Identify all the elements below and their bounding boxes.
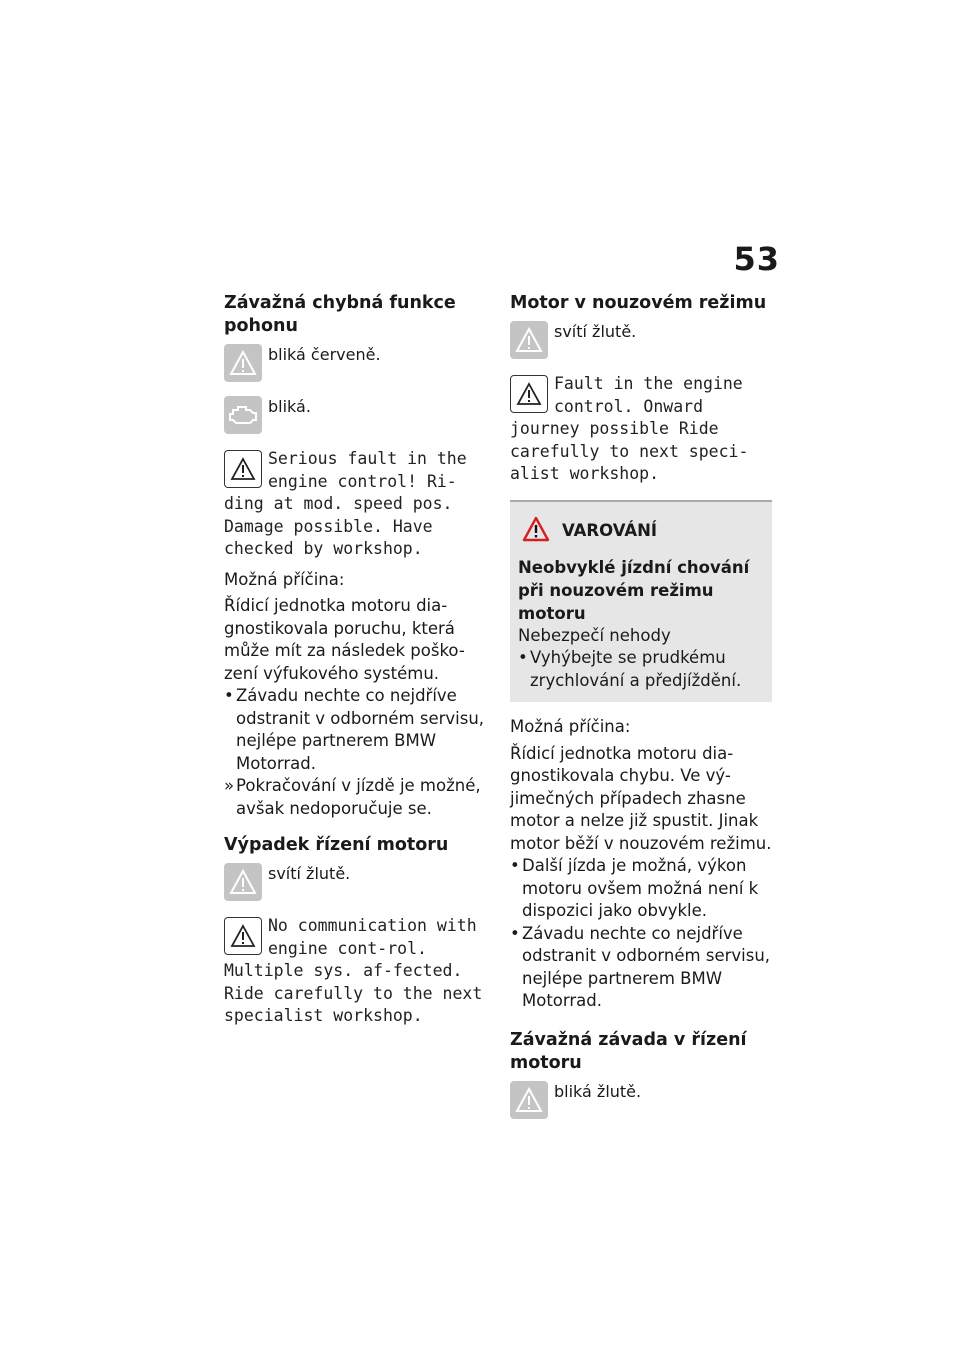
general-warning-icon	[510, 1081, 548, 1119]
list-item: » Pokračování v jízdě je možné, avšak nedoporučuje se.	[224, 776, 481, 818]
right-column	[510, 292, 772, 1133]
general-warning-icon	[510, 321, 548, 359]
action-list	[224, 685, 486, 820]
cause-label: Možná příčina:	[224, 569, 345, 589]
indicator-text: bliká žlutě.	[554, 1081, 642, 1101]
section-title: Výpadek řízení motoru	[224, 835, 449, 855]
section-title: Závažná závada v řízení motoru	[510, 1029, 747, 1073]
cause-label: Možná příčina:	[510, 717, 631, 736]
section-severe-engine-control-fault	[510, 1029, 772, 1119]
section-serious-drive-fault	[224, 292, 486, 820]
indicator-row	[224, 344, 486, 382]
indicator-row	[510, 1081, 772, 1119]
cause-text: Řídicí jednotka motoru dia-gnostikovala chybu. Ve vý-jimečných případech zhasne motor a nelze již spustit. Jinak motor běží v nouzovém režimu.	[510, 743, 772, 853]
page-number: 53	[733, 240, 780, 278]
warning-list	[518, 647, 764, 692]
display-message	[224, 915, 486, 1028]
section-title: Závažná chybná funkce pohonu	[224, 293, 456, 336]
warning-triangle-icon	[510, 375, 548, 413]
indicator-text: svítí žlutě.	[554, 322, 637, 341]
general-warning-icon	[224, 863, 262, 901]
warning-heading: Neobvyklé jízdní chování při nouzovém režimu motoru	[518, 557, 750, 623]
list-item: • Další jízda je možná, výkon motoru ovšem možná není k dispozici jako obvykle.	[510, 856, 759, 920]
warning-title: VAROVÁNÍ	[562, 521, 658, 540]
cause-text: Řídicí jednotka motoru dia-gnostikovala poruchu, která může mít za následek poško-zení výfukového systému.	[224, 596, 465, 683]
display-text-first: Fault in the engine	[554, 374, 743, 393]
warning-triangle-icon	[224, 917, 262, 955]
general-warning-icon	[224, 344, 262, 382]
warning-header	[518, 516, 764, 546]
display-text-first: Serious fault in the	[268, 449, 467, 468]
display-text-rest: with engine cont-rol. Multiple sys. af-fected. Ride carefully to the next specialist workshop.	[224, 916, 483, 1025]
indicator-row	[224, 396, 486, 434]
red-warning-icon	[522, 516, 550, 546]
indicator-row	[224, 863, 486, 901]
display-text-rest: control. Onward journey possible Ride carefully to next speci-alist workshop.	[510, 396, 749, 483]
list-item: • Závadu nechte co nejdříve odstranit v odborném servisu, nejlépe partnerem BMW Motorrad.	[510, 923, 771, 1010]
display-message	[510, 373, 772, 486]
left-column	[224, 292, 486, 1040]
section-title: Motor v nouzovém režimu	[510, 293, 767, 313]
warning-triangle-icon	[224, 450, 262, 488]
list-item: • Závadu nechte co nejdříve odstranit v odborném servisu, nejlépe partnerem BMW Motorrad.	[224, 686, 485, 773]
engine-check-icon	[224, 396, 262, 434]
list-item: • Vyhýbejte se prudkému zrychlování a předjíždění.	[518, 648, 742, 690]
warning-hazard: Nebezpečí nehody	[518, 625, 671, 645]
action-list	[510, 855, 772, 1013]
display-text-rest: engine control! Ri-ding at mod. speed pos. Damage possible. Have checked by workshop.	[224, 471, 457, 558]
indicator-row	[510, 321, 772, 359]
display-message	[224, 448, 486, 561]
section-emergency-mode	[510, 292, 772, 486]
section-engine-control-failure	[224, 834, 486, 1028]
display-text-first: No communication	[268, 916, 427, 935]
indicator-text: bliká červeně.	[268, 345, 381, 364]
warning-box	[510, 500, 772, 703]
indicator-text: svítí žlutě.	[268, 864, 351, 883]
indicator-text: bliká.	[268, 397, 311, 416]
